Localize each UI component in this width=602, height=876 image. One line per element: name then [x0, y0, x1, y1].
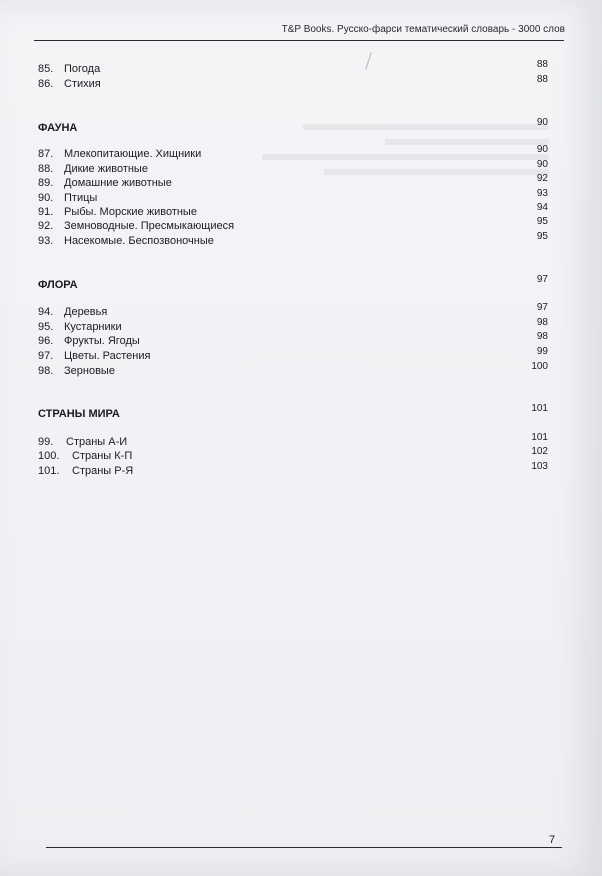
toc-entry[interactable]: [38, 331, 554, 348]
toc-entry[interactable]: [38, 231, 554, 248]
entry-number: 100.: [38, 450, 60, 462]
entry-number: 89.: [38, 177, 54, 189]
section-title: СТРАНЫ МИРА: [38, 408, 120, 420]
entry-title: Млекопитающие. Хищники: [64, 148, 202, 160]
toc-entry[interactable]: [38, 173, 554, 190]
toc-entry[interactable]: [38, 302, 554, 319]
entry-page: 88: [536, 74, 548, 85]
entry-number: 96.: [38, 335, 54, 347]
footer-rule: [46, 847, 562, 848]
entry-title: Рыбы. Морские животные: [64, 206, 197, 218]
entry-title: Страны К-П: [72, 450, 133, 462]
entry-number: 91.: [38, 206, 54, 218]
toc-entry[interactable]: [38, 144, 554, 161]
toc-entry[interactable]: [38, 461, 554, 478]
entry-number: 87.: [38, 148, 54, 160]
entry-number: 93.: [38, 235, 54, 247]
toc-entry[interactable]: [38, 216, 554, 233]
entry-number: 98.: [38, 365, 54, 377]
entry-title: Фрукты. Ягоды: [64, 335, 140, 347]
entry-title: Дикие животные: [64, 163, 148, 175]
entry-page: 90: [536, 159, 548, 170]
toc-entry[interactable]: [38, 202, 554, 219]
section-heading-countries[interactable]: [38, 403, 554, 421]
section-heading-flora[interactable]: [38, 274, 554, 292]
bleed-heading: [340, 95, 590, 119]
toc-entry[interactable]: [38, 317, 554, 334]
entry-number: 99.: [38, 436, 54, 448]
entry-title: Зерновые: [64, 365, 115, 377]
entry-number: 90.: [38, 192, 54, 204]
entry-page: 98: [536, 331, 548, 342]
entry-page: 95: [536, 216, 548, 227]
entry-page: 100: [531, 361, 548, 372]
entry-number: 88.: [38, 163, 54, 175]
toc-entry[interactable]: [38, 59, 554, 76]
toc-entry[interactable]: [38, 188, 554, 205]
header-rule: [34, 40, 564, 41]
entry-number: 95.: [38, 321, 54, 333]
entry-page: 101: [531, 432, 548, 443]
toc-entry[interactable]: [38, 346, 554, 363]
entry-title: Птицы: [64, 192, 98, 204]
section-heading-fauna[interactable]: [38, 117, 554, 135]
bleed-line: [385, 139, 549, 145]
entry-title: Страны Р-Я: [72, 465, 134, 477]
section-title: ФАУНА: [38, 122, 78, 134]
entry-number: 94.: [38, 306, 54, 318]
section-page: 101: [531, 403, 548, 414]
toc-entry[interactable]: [38, 159, 554, 176]
toc-entry[interactable]: [38, 432, 554, 449]
toc-entry[interactable]: [38, 446, 554, 463]
section-page: 97: [536, 274, 548, 285]
toc-entry[interactable]: [38, 74, 554, 91]
entry-page: 94: [536, 202, 548, 213]
entry-number: 86.: [38, 78, 54, 90]
section-title: ФЛОРА: [38, 279, 78, 291]
entry-page: 90: [536, 144, 548, 155]
entry-title: Кустарники: [64, 321, 122, 333]
entry-page: 99: [536, 346, 548, 357]
entry-page: 102: [531, 446, 548, 457]
section-page: 90: [536, 117, 548, 128]
entry-number: 97.: [38, 350, 54, 362]
entry-page: 103: [531, 461, 548, 472]
entry-page: 95: [536, 231, 548, 242]
toc-entry[interactable]: [38, 361, 554, 378]
entry-title: Страны А-И: [66, 436, 128, 448]
entry-title: Погода: [64, 63, 101, 75]
entry-title: Цветы. Растения: [64, 350, 151, 362]
entry-title: Насекомые. Беспозвоночные: [64, 235, 214, 247]
entry-number: 101.: [38, 465, 60, 477]
entry-page: 97: [536, 302, 548, 313]
page-number: 7: [549, 834, 556, 846]
entry-title: Деревья: [64, 306, 108, 318]
entry-page: 93: [536, 188, 548, 199]
entry-page: 92: [536, 173, 548, 184]
entry-title: Земноводные. Пресмыкающиеся: [64, 220, 235, 232]
entry-title: Стихия: [64, 78, 101, 90]
entry-page: 98: [536, 317, 548, 328]
entry-number: 92.: [38, 220, 54, 232]
entry-number: 85.: [38, 63, 54, 75]
entry-page: 88: [536, 59, 548, 70]
entry-title: Домашние животные: [64, 177, 172, 189]
running-header: T&P Books. Русско-фарси тематический словарь - 3000 слов: [281, 24, 565, 35]
